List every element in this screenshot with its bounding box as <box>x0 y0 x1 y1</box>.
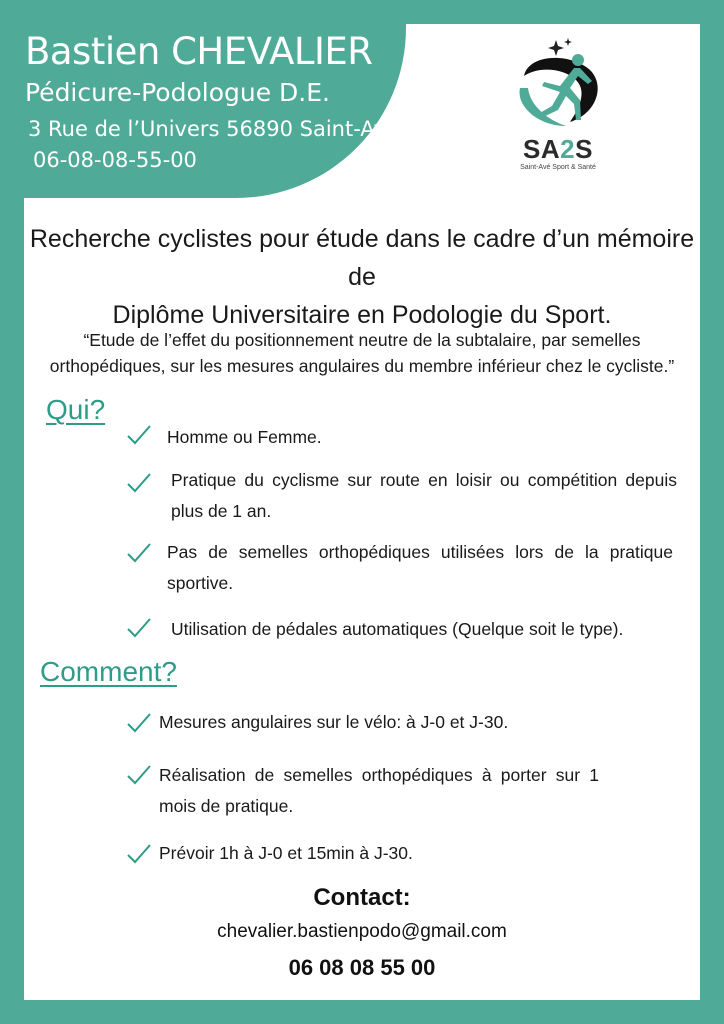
practitioner-title: Pédicure-Podologue D.E. <box>25 78 330 107</box>
study-title-quote <box>20 327 704 379</box>
contact-heading: Contact: <box>313 884 411 911</box>
logo-tagline: Saint-Avé Sport & Santé <box>520 164 596 171</box>
headline-line: Recherche cyclistes pour étude dans le cadre d’un mémoire de <box>29 225 695 291</box>
check-icon <box>126 424 152 446</box>
list-item: Réalisation de semelles orthopédiques à porter sur 1 mois de pratique. <box>159 765 599 816</box>
practitioner-name: Bastien CHEVALIER <box>25 30 373 73</box>
list-item: Utilisation de pédales automatiques (Quelque soit le type). <box>171 619 624 639</box>
headline-line: Diplôme Universitaire en Podologie du Sport. <box>112 301 612 329</box>
contact-email: chevalier.bastienpodo@gmail.com <box>217 921 507 942</box>
quote-line: “Etude de l’effet du positionnement neutre de la subtalaire, par semelles <box>83 330 641 350</box>
practitioner-phone: 06-08-08-55-00 <box>33 148 197 172</box>
list-item: Pas de semelles orthopédiques utilisées lors de la pratique sportive. <box>167 542 673 593</box>
practitioner-address: 3 Rue de l’Univers 56890 Saint-Avé <box>28 117 399 141</box>
sa2s-logo <box>508 36 608 176</box>
headline <box>20 220 704 334</box>
list-item: Prévoir 1h à J-0 et 15min à J-30. <box>159 843 413 863</box>
contact-phone: 06 08 08 55 00 <box>288 955 436 980</box>
check-icon <box>126 843 152 865</box>
list-item: Pratique du cyclisme sur route en loisir ou compétition depuis plus de 1 an. <box>171 470 677 521</box>
check-icon <box>126 712 152 734</box>
check-icon <box>126 764 152 786</box>
section-heading-qui: Qui? <box>46 394 106 425</box>
check-icon <box>126 472 152 494</box>
list-item: Mesures angulaires sur le vélo: à J-0 et J-30. <box>159 712 509 732</box>
check-icon <box>126 542 152 564</box>
runner-icon <box>508 36 608 136</box>
logo-wordmark: SA2S <box>523 134 593 164</box>
quote-line: orthopédiques, sur les mesures angulaires du membre inférieur chez le cycliste.” <box>49 356 675 376</box>
list-item: Homme ou Femme. <box>167 427 322 447</box>
check-icon <box>126 617 152 639</box>
section-heading-comment: Comment? <box>40 656 177 687</box>
